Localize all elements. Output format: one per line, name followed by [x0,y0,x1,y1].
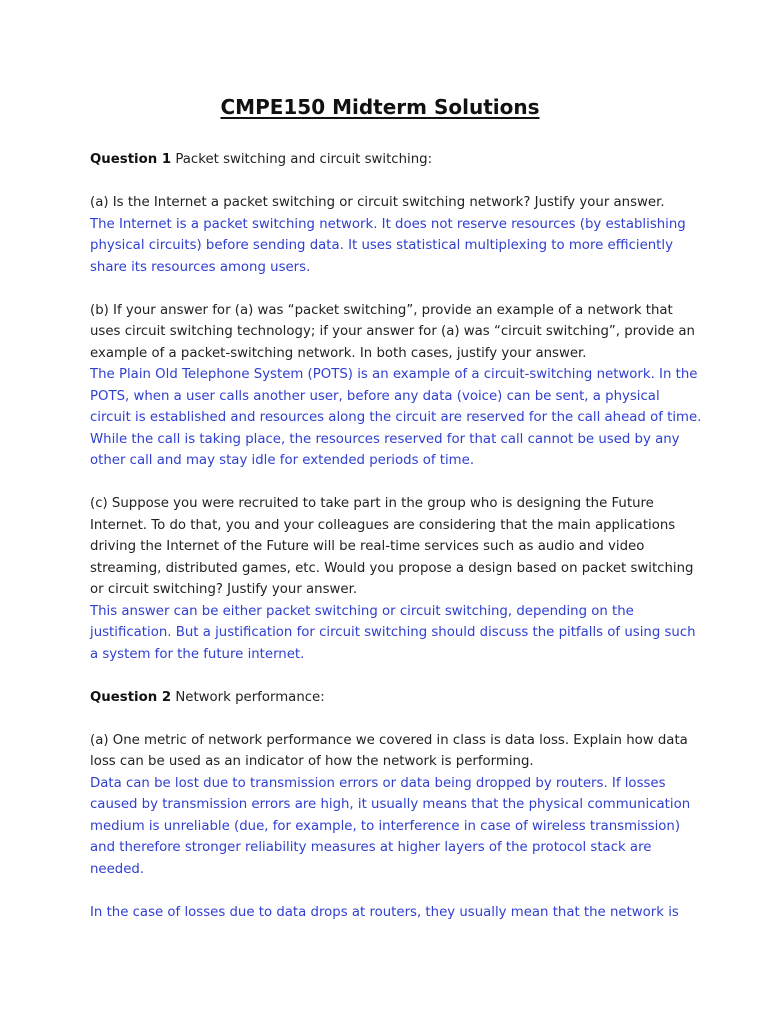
question-1a-prompt: (a) Is the Internet a packet switching or circuit switching network? Justify your answer. [90,195,665,210]
question-2-label: Question 2 [90,689,172,705]
question-1c-prompt: (c) Suppose you were recruited to take part in the group who is designing the Future Internet. To do that, you and your colleagues are considering that the main applications driving the Internet of the Future will be real-time services such as audio and video streaming, distributed games, etc. Would you propose a design based on packet switching or circuit switching? Justify your answer. [90,496,694,597]
question-2-topic: Network performance: [171,689,325,705]
question-1b-answer: The Plain Old Telephone System (POTS) is an example of a circuit-switching network. In the POTS, when a user calls another user, before any data (voice) can be sent, a physical circuit is established and resources along the circuit are reserved for the call ahead of time. While the call is taking place, the resources reserved for that call cannot be used by any other call and may stay idle for extended periods of time. [90,367,702,468]
question-1a-answer: The Internet is a packet switching network. It does not reserve resources (by establishing physical circuits) before sending data. It uses statistical multiplexing to more efficiently share its resources among users. [90,216,686,275]
question-2-heading [90,687,702,709]
question-1-topic: Packet switching and circuit switching: [171,152,433,167]
question-1-label: Question 1 [90,152,172,167]
question-1c [90,493,702,665]
question-2a [90,730,702,881]
question-2a-prompt: (a) One metric of network performance we covered in class is data loss. Explain how data loss can be used as an indicator of how the network is performing. [90,732,688,769]
question-1a [90,192,702,278]
question-1b-prompt: (b) If your answer for (a) was “packet switching”, provide an example of a network that uses circuit switching technology; if your answer for (a) was “circuit switching”, provide an example of a packet-switching network. In both cases, justify your answer. [90,302,695,361]
question-2a-answer-continued: In the case of losses due to data drops at routers, they usually mean that the network is [90,904,679,920]
question-1b [90,300,702,472]
question-2a-answer: Data can be lost due to transmission errors or data being dropped by routers. If losses caused by transmission errors are high, it usually means that the physical communication medium is unreliable (due, for example, to interference in case of wireless transmission) and therefore stronger reliability measures at higher layers of the protocol stack are needed. [90,775,691,877]
question-1c-answer: This answer can be either packet switching or circuit switching, depending on the justification. But a justification for circuit switching should discuss the pitfalls of using such a system for the future internet. [90,603,696,662]
document-body [90,149,702,945]
question-1-heading [90,149,702,171]
document-title: CMPE150 Midterm Solutions [220,95,540,119]
